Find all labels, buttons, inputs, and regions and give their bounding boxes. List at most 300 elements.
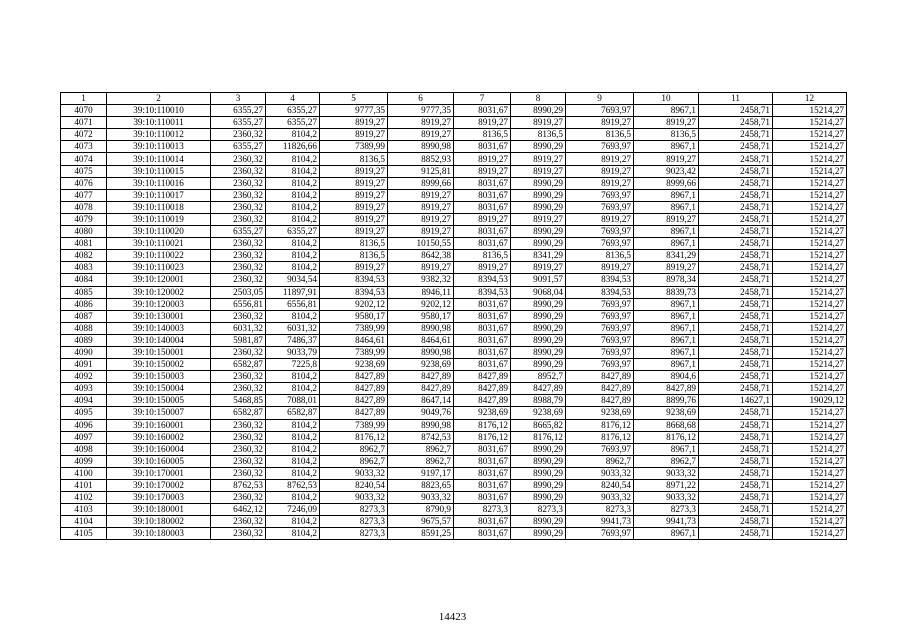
cadastral-number-cell: 39:10:110018 bbox=[107, 201, 211, 213]
value-cell: 2458,71 bbox=[699, 177, 773, 189]
value-cell: 2360,32 bbox=[211, 467, 266, 479]
table-row bbox=[61, 359, 847, 371]
value-cell: 8136,5 bbox=[320, 250, 388, 262]
value-cell: 8990,29 bbox=[511, 492, 566, 504]
value-cell: 2360,32 bbox=[211, 528, 266, 540]
value-cell: 7693,97 bbox=[566, 105, 634, 117]
value-cell: 2458,71 bbox=[699, 274, 773, 286]
value-cell: 2458,71 bbox=[699, 504, 773, 516]
value-cell: 14627,1 bbox=[699, 395, 773, 407]
value-cell: 15214,27 bbox=[773, 528, 847, 540]
value-cell: 2360,32 bbox=[211, 516, 266, 528]
cadastral-number-cell: 39:10:110020 bbox=[107, 226, 211, 238]
value-cell: 8919,27 bbox=[388, 189, 454, 201]
row-number-cell: 4081 bbox=[61, 238, 107, 250]
value-cell: 8104,2 bbox=[266, 455, 320, 467]
row-number-cell: 4079 bbox=[61, 213, 107, 225]
value-cell: 8427,89 bbox=[454, 395, 511, 407]
value-cell: 5468,85 bbox=[211, 395, 266, 407]
cadastral-number-cell: 39:10:140003 bbox=[107, 322, 211, 334]
value-cell: 7693,97 bbox=[566, 322, 634, 334]
value-cell: 8952,7 bbox=[511, 371, 566, 383]
table-row bbox=[61, 480, 847, 492]
value-cell: 8990,29 bbox=[511, 322, 566, 334]
value-cell: 2458,71 bbox=[699, 165, 773, 177]
row-number-cell: 4098 bbox=[61, 443, 107, 455]
value-cell: 8919,27 bbox=[511, 165, 566, 177]
value-cell: 2360,32 bbox=[211, 383, 266, 395]
column-header: 11 bbox=[699, 93, 773, 105]
table-row bbox=[61, 226, 847, 238]
value-cell: 8427,89 bbox=[454, 383, 511, 395]
cadastral-number-cell: 39:10:180003 bbox=[107, 528, 211, 540]
value-cell: 7693,97 bbox=[566, 238, 634, 250]
value-cell: 8136,5 bbox=[454, 129, 511, 141]
value-cell: 15214,27 bbox=[773, 492, 847, 504]
value-cell: 9023,42 bbox=[634, 165, 699, 177]
cadastral-number-cell: 39:10:110017 bbox=[107, 189, 211, 201]
value-cell: 2360,32 bbox=[211, 274, 266, 286]
value-cell: 8427,89 bbox=[388, 371, 454, 383]
cadastral-number-cell: 39:10:110010 bbox=[107, 105, 211, 117]
value-cell: 2458,71 bbox=[699, 480, 773, 492]
value-cell: 8967,1 bbox=[634, 346, 699, 358]
value-cell: 8104,2 bbox=[266, 213, 320, 225]
value-cell: 8427,89 bbox=[566, 371, 634, 383]
value-cell: 8990,29 bbox=[511, 480, 566, 492]
value-cell: 9068,04 bbox=[511, 286, 566, 298]
value-cell: 15214,27 bbox=[773, 298, 847, 310]
value-cell: 15214,27 bbox=[773, 322, 847, 334]
value-cell: 8031,67 bbox=[454, 467, 511, 479]
value-cell: 8919,27 bbox=[320, 165, 388, 177]
value-cell: 2360,32 bbox=[211, 455, 266, 467]
value-cell: 7225,8 bbox=[266, 359, 320, 371]
table-row bbox=[61, 165, 847, 177]
column-header: 1 bbox=[61, 93, 107, 105]
value-cell: 8919,27 bbox=[634, 213, 699, 225]
value-cell: 8591,25 bbox=[388, 528, 454, 540]
row-number-cell: 4080 bbox=[61, 226, 107, 238]
table-body bbox=[61, 105, 847, 540]
value-cell: 8990,29 bbox=[511, 141, 566, 153]
value-cell: 8990,29 bbox=[511, 177, 566, 189]
value-cell: 15214,27 bbox=[773, 443, 847, 455]
row-number-cell: 4100 bbox=[61, 467, 107, 479]
row-number-cell: 4097 bbox=[61, 431, 107, 443]
value-cell: 8967,1 bbox=[634, 189, 699, 201]
value-cell: 8990,29 bbox=[511, 105, 566, 117]
cadastral-number-cell: 39:10:160001 bbox=[107, 419, 211, 431]
value-cell: 8904,6 bbox=[634, 371, 699, 383]
value-cell: 8104,2 bbox=[266, 310, 320, 322]
value-cell: 8962,7 bbox=[388, 455, 454, 467]
value-cell: 2458,71 bbox=[699, 334, 773, 346]
value-cell: 2360,32 bbox=[211, 201, 266, 213]
value-cell: 6355,27 bbox=[266, 117, 320, 129]
row-number-cell: 4076 bbox=[61, 177, 107, 189]
value-cell: 8136,5 bbox=[566, 250, 634, 262]
table-row bbox=[61, 201, 847, 213]
value-cell: 2458,71 bbox=[699, 129, 773, 141]
value-cell: 8104,2 bbox=[266, 383, 320, 395]
value-cell: 8919,27 bbox=[454, 213, 511, 225]
value-cell: 8971,22 bbox=[634, 480, 699, 492]
value-cell: 8919,27 bbox=[566, 177, 634, 189]
value-cell: 8031,67 bbox=[454, 141, 511, 153]
value-cell: 9034,54 bbox=[266, 274, 320, 286]
value-cell: 15214,27 bbox=[773, 213, 847, 225]
value-cell: 8104,2 bbox=[266, 431, 320, 443]
row-number-cell: 4096 bbox=[61, 419, 107, 431]
table-row bbox=[61, 286, 847, 298]
value-cell: 7693,97 bbox=[566, 528, 634, 540]
row-number-cell: 4102 bbox=[61, 492, 107, 504]
value-cell: 8919,27 bbox=[454, 262, 511, 274]
value-cell: 8919,27 bbox=[320, 226, 388, 238]
value-cell: 6582,87 bbox=[266, 407, 320, 419]
table-row bbox=[61, 213, 847, 225]
cadastral-number-cell: 39:10:150004 bbox=[107, 383, 211, 395]
row-number-cell: 4089 bbox=[61, 334, 107, 346]
value-cell: 8176,12 bbox=[634, 431, 699, 443]
cadastral-number-cell: 39:10:110012 bbox=[107, 129, 211, 141]
value-cell: 9033,32 bbox=[634, 492, 699, 504]
value-cell: 8104,2 bbox=[266, 189, 320, 201]
table-row bbox=[61, 274, 847, 286]
value-cell: 7693,97 bbox=[566, 346, 634, 358]
value-cell: 2458,71 bbox=[699, 467, 773, 479]
value-cell: 9238,69 bbox=[511, 407, 566, 419]
value-cell: 8990,29 bbox=[511, 467, 566, 479]
row-number-cell: 4090 bbox=[61, 346, 107, 358]
value-cell: 8031,67 bbox=[454, 238, 511, 250]
row-number-cell: 4082 bbox=[61, 250, 107, 262]
value-cell: 15214,27 bbox=[773, 480, 847, 492]
value-cell: 6355,27 bbox=[211, 117, 266, 129]
value-cell: 8962,7 bbox=[320, 443, 388, 455]
value-cell: 10150,55 bbox=[388, 238, 454, 250]
value-cell: 8031,67 bbox=[454, 516, 511, 528]
table-row bbox=[61, 528, 847, 540]
value-cell: 8762,53 bbox=[211, 480, 266, 492]
value-cell: 6556,81 bbox=[266, 298, 320, 310]
value-cell: 7693,97 bbox=[566, 334, 634, 346]
value-cell: 8990,29 bbox=[511, 443, 566, 455]
value-cell: 8176,12 bbox=[320, 431, 388, 443]
value-cell: 8104,2 bbox=[266, 419, 320, 431]
value-cell: 8031,67 bbox=[454, 189, 511, 201]
cadastral-number-cell: 39:10:110014 bbox=[107, 153, 211, 165]
value-cell: 2360,32 bbox=[211, 443, 266, 455]
value-cell: 8136,5 bbox=[634, 129, 699, 141]
cadastral-number-cell: 39:10:110021 bbox=[107, 238, 211, 250]
value-cell: 8919,27 bbox=[566, 165, 634, 177]
value-cell: 8464,61 bbox=[320, 334, 388, 346]
value-cell: 2360,32 bbox=[211, 153, 266, 165]
value-cell: 6355,27 bbox=[211, 141, 266, 153]
row-number-cell: 4094 bbox=[61, 395, 107, 407]
cadastral-number-cell: 39:10:160002 bbox=[107, 431, 211, 443]
value-cell: 8967,1 bbox=[634, 528, 699, 540]
column-header: 3 bbox=[211, 93, 266, 105]
value-cell: 8104,2 bbox=[266, 516, 320, 528]
value-cell: 8919,27 bbox=[454, 165, 511, 177]
column-header: 10 bbox=[634, 93, 699, 105]
value-cell: 15214,27 bbox=[773, 407, 847, 419]
value-cell: 8176,12 bbox=[454, 431, 511, 443]
value-cell: 15214,27 bbox=[773, 177, 847, 189]
value-cell: 8136,5 bbox=[454, 250, 511, 262]
value-cell: 8341,29 bbox=[511, 250, 566, 262]
value-cell: 2458,71 bbox=[699, 117, 773, 129]
value-cell: 8427,89 bbox=[320, 407, 388, 419]
value-cell: 8999,66 bbox=[388, 177, 454, 189]
row-number-cell: 4073 bbox=[61, 141, 107, 153]
table-row bbox=[61, 467, 847, 479]
value-cell: 8394,53 bbox=[454, 286, 511, 298]
cadastral-number-cell: 39:10:160005 bbox=[107, 455, 211, 467]
table-row bbox=[61, 431, 847, 443]
value-cell: 7693,97 bbox=[566, 298, 634, 310]
value-cell: 8999,66 bbox=[634, 177, 699, 189]
value-cell: 9033,32 bbox=[566, 467, 634, 479]
value-cell: 2458,71 bbox=[699, 250, 773, 262]
cadastral-number-cell: 39:10:110023 bbox=[107, 262, 211, 274]
value-cell: 8240,54 bbox=[566, 480, 634, 492]
value-cell: 9197,17 bbox=[388, 467, 454, 479]
value-cell: 8427,89 bbox=[566, 383, 634, 395]
value-cell: 2458,71 bbox=[699, 105, 773, 117]
value-cell: 7693,97 bbox=[566, 141, 634, 153]
value-cell: 8919,27 bbox=[511, 117, 566, 129]
value-cell: 8919,27 bbox=[320, 262, 388, 274]
value-cell: 2458,71 bbox=[699, 153, 773, 165]
cadastral-number-cell: 39:10:120001 bbox=[107, 274, 211, 286]
value-cell: 8104,2 bbox=[266, 129, 320, 141]
value-cell: 2360,32 bbox=[211, 492, 266, 504]
value-cell: 6582,87 bbox=[211, 359, 266, 371]
value-cell: 8839,73 bbox=[634, 286, 699, 298]
table-row bbox=[61, 504, 847, 516]
value-cell: 8394,53 bbox=[566, 274, 634, 286]
row-number-cell: 4099 bbox=[61, 455, 107, 467]
value-cell: 2458,71 bbox=[699, 226, 773, 238]
value-cell: 8919,27 bbox=[388, 213, 454, 225]
value-cell: 8031,67 bbox=[454, 105, 511, 117]
value-cell: 9033,32 bbox=[566, 492, 634, 504]
value-cell: 2458,71 bbox=[699, 298, 773, 310]
value-cell: 8967,1 bbox=[634, 105, 699, 117]
column-header: 12 bbox=[773, 93, 847, 105]
value-cell: 8031,67 bbox=[454, 346, 511, 358]
cadastral-number-cell: 39:10:150001 bbox=[107, 346, 211, 358]
value-cell: 8104,2 bbox=[266, 492, 320, 504]
value-cell: 2360,32 bbox=[211, 238, 266, 250]
column-header: 7 bbox=[454, 93, 511, 105]
value-cell: 8427,89 bbox=[388, 383, 454, 395]
value-cell: 11826,66 bbox=[266, 141, 320, 153]
value-cell: 8919,27 bbox=[566, 117, 634, 129]
value-cell: 9033,32 bbox=[320, 467, 388, 479]
value-cell: 6462,12 bbox=[211, 504, 266, 516]
value-cell: 8427,89 bbox=[566, 395, 634, 407]
value-cell: 8990,98 bbox=[388, 346, 454, 358]
value-cell: 8427,89 bbox=[320, 371, 388, 383]
value-cell: 8823,65 bbox=[388, 480, 454, 492]
value-cell: 9049,76 bbox=[388, 407, 454, 419]
value-cell: 8031,67 bbox=[454, 443, 511, 455]
value-cell: 5981,87 bbox=[211, 334, 266, 346]
value-cell: 15214,27 bbox=[773, 286, 847, 298]
cadastral-number-cell: 39:10:170001 bbox=[107, 467, 211, 479]
value-cell: 8919,27 bbox=[454, 117, 511, 129]
value-cell: 8967,1 bbox=[634, 141, 699, 153]
value-cell: 6355,27 bbox=[211, 226, 266, 238]
table-row bbox=[61, 322, 847, 334]
cadastral-number-cell: 39:10:110019 bbox=[107, 213, 211, 225]
value-cell: 8136,5 bbox=[511, 129, 566, 141]
table-row bbox=[61, 492, 847, 504]
value-cell: 2503,05 bbox=[211, 286, 266, 298]
value-cell: 2458,71 bbox=[699, 383, 773, 395]
value-cell: 8031,67 bbox=[454, 298, 511, 310]
value-cell: 7693,97 bbox=[566, 201, 634, 213]
value-cell: 8273,3 bbox=[320, 504, 388, 516]
value-cell: 8104,2 bbox=[266, 528, 320, 540]
row-number-cell: 4087 bbox=[61, 310, 107, 322]
table-row bbox=[61, 395, 847, 407]
value-cell: 15214,27 bbox=[773, 153, 847, 165]
value-cell: 8665,82 bbox=[511, 419, 566, 431]
value-cell: 8427,89 bbox=[320, 383, 388, 395]
table-row bbox=[61, 141, 847, 153]
value-cell: 8104,2 bbox=[266, 177, 320, 189]
value-cell: 6582,87 bbox=[211, 407, 266, 419]
value-cell: 2458,71 bbox=[699, 262, 773, 274]
row-number-cell: 4105 bbox=[61, 528, 107, 540]
row-number-cell: 4083 bbox=[61, 262, 107, 274]
value-cell: 9033,32 bbox=[634, 467, 699, 479]
table-row bbox=[61, 177, 847, 189]
value-cell: 8990,29 bbox=[511, 201, 566, 213]
value-cell: 8919,27 bbox=[320, 201, 388, 213]
value-cell: 8919,27 bbox=[566, 262, 634, 274]
value-cell: 2360,32 bbox=[211, 250, 266, 262]
value-cell: 8273,3 bbox=[511, 504, 566, 516]
value-cell: 8919,27 bbox=[634, 117, 699, 129]
value-cell: 8967,1 bbox=[634, 443, 699, 455]
cadastral-number-cell: 39:10:170003 bbox=[107, 492, 211, 504]
value-cell: 8394,53 bbox=[454, 274, 511, 286]
cadastral-number-cell: 39:10:110022 bbox=[107, 250, 211, 262]
value-cell: 8990,29 bbox=[511, 359, 566, 371]
cadastral-number-cell: 39:10:180001 bbox=[107, 504, 211, 516]
value-cell: 8990,29 bbox=[511, 516, 566, 528]
value-cell: 8990,29 bbox=[511, 226, 566, 238]
value-cell: 8990,29 bbox=[511, 528, 566, 540]
value-cell: 8104,2 bbox=[266, 467, 320, 479]
column-header: 9 bbox=[566, 93, 634, 105]
value-cell: 11897,91 bbox=[266, 286, 320, 298]
value-cell: 2458,71 bbox=[699, 238, 773, 250]
value-cell: 9125,81 bbox=[388, 165, 454, 177]
value-cell: 15214,27 bbox=[773, 189, 847, 201]
value-cell: 8988,79 bbox=[511, 395, 566, 407]
value-cell: 7246,09 bbox=[266, 504, 320, 516]
value-cell: 6355,27 bbox=[211, 105, 266, 117]
value-cell: 8668,68 bbox=[634, 419, 699, 431]
value-cell: 8464,61 bbox=[388, 334, 454, 346]
value-cell: 8427,89 bbox=[634, 383, 699, 395]
value-cell: 15214,27 bbox=[773, 346, 847, 358]
value-cell: 15214,27 bbox=[773, 117, 847, 129]
row-number-cell: 4077 bbox=[61, 189, 107, 201]
value-cell: 19029,12 bbox=[773, 395, 847, 407]
value-cell: 8919,27 bbox=[388, 226, 454, 238]
value-cell: 6556,81 bbox=[211, 298, 266, 310]
cadastral-number-cell: 39:10:120003 bbox=[107, 298, 211, 310]
value-cell: 15214,27 bbox=[773, 359, 847, 371]
value-cell: 8919,27 bbox=[320, 177, 388, 189]
value-cell: 9382,32 bbox=[388, 274, 454, 286]
value-cell: 8104,2 bbox=[266, 443, 320, 455]
value-cell: 8962,7 bbox=[634, 455, 699, 467]
value-cell: 8919,27 bbox=[320, 213, 388, 225]
value-cell: 8967,1 bbox=[634, 226, 699, 238]
value-cell: 2458,71 bbox=[699, 189, 773, 201]
value-cell: 15214,27 bbox=[773, 274, 847, 286]
table-row bbox=[61, 129, 847, 141]
value-cell: 7693,97 bbox=[566, 310, 634, 322]
row-number-cell: 4071 bbox=[61, 117, 107, 129]
value-cell: 8394,53 bbox=[320, 274, 388, 286]
value-cell: 15214,27 bbox=[773, 516, 847, 528]
value-cell: 8852,93 bbox=[388, 153, 454, 165]
value-cell: 8742,53 bbox=[388, 431, 454, 443]
value-cell: 8427,89 bbox=[454, 371, 511, 383]
value-cell: 9238,69 bbox=[634, 407, 699, 419]
value-cell: 8919,27 bbox=[320, 189, 388, 201]
value-cell: 8919,27 bbox=[388, 117, 454, 129]
value-cell: 2360,32 bbox=[211, 431, 266, 443]
table-row bbox=[61, 117, 847, 129]
value-cell: 8136,5 bbox=[566, 129, 634, 141]
value-cell: 8967,1 bbox=[634, 298, 699, 310]
row-number-cell: 4104 bbox=[61, 516, 107, 528]
value-cell: 15214,27 bbox=[773, 431, 847, 443]
value-cell: 8240,54 bbox=[320, 480, 388, 492]
cadastral-number-cell: 39:10:110016 bbox=[107, 177, 211, 189]
value-cell: 15214,27 bbox=[773, 467, 847, 479]
table-row bbox=[61, 250, 847, 262]
column-header: 6 bbox=[388, 93, 454, 105]
value-cell: 9580,17 bbox=[388, 310, 454, 322]
value-cell: 9777,35 bbox=[320, 105, 388, 117]
value-cell: 6031,32 bbox=[266, 322, 320, 334]
cadastral-number-cell: 39:10:110011 bbox=[107, 117, 211, 129]
value-cell: 15214,27 bbox=[773, 250, 847, 262]
value-cell: 8427,89 bbox=[511, 383, 566, 395]
value-cell: 8273,3 bbox=[454, 504, 511, 516]
cadastral-number-cell: 39:10:180002 bbox=[107, 516, 211, 528]
value-cell: 7486,37 bbox=[266, 334, 320, 346]
value-cell: 6355,27 bbox=[266, 226, 320, 238]
value-cell: 2458,71 bbox=[699, 322, 773, 334]
value-cell: 9033,79 bbox=[266, 346, 320, 358]
value-cell: 8273,3 bbox=[634, 504, 699, 516]
value-cell: 8899,76 bbox=[634, 395, 699, 407]
